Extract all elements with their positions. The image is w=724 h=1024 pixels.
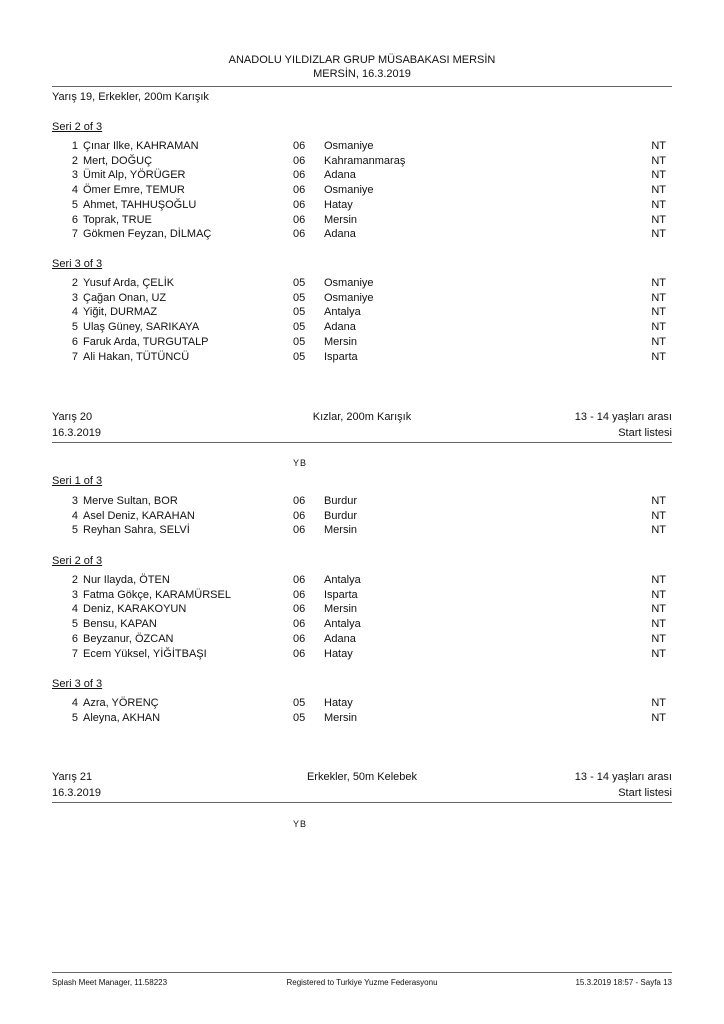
club-name: Antalya: [324, 618, 361, 631]
entry-time: NT: [651, 524, 666, 537]
club-name: Osmaniye: [324, 291, 374, 304]
swimmer-name: Reyhan Sahra, SELVİ: [83, 524, 190, 537]
entry-row: [52, 602, 672, 616]
entry-time: NT: [651, 350, 666, 363]
entry-row: [52, 305, 672, 319]
birth-year: 06: [293, 647, 306, 660]
race-20-yb-label: YB: [293, 458, 308, 468]
entry-time: NT: [651, 335, 666, 348]
entry-time: NT: [651, 213, 666, 226]
lane-number: 5: [71, 711, 78, 724]
header-divider: [52, 86, 672, 87]
entry-row: [52, 276, 672, 290]
race-20-heat-2-label: Seri 2 of 3: [52, 555, 103, 567]
lane-number: 4: [71, 603, 78, 616]
entry-time: NT: [651, 140, 666, 152]
swimmer-name: Ali Hakan, TÜTÜNCÜ: [83, 350, 190, 363]
race-20-event: Kızlar, 200m Karışık: [312, 411, 412, 423]
race-21-yb-label: YB: [293, 819, 308, 829]
swimmer-name: Mert, DOĞUÇ: [83, 154, 153, 167]
birth-year: 05: [293, 321, 306, 334]
lane-number: 6: [71, 213, 78, 226]
club-name: Burdur: [324, 509, 358, 522]
lane-number: 2: [71, 574, 78, 586]
club-name: Hatay: [324, 198, 353, 211]
birth-year: 06: [293, 618, 306, 631]
swimmer-name: Fatma Gökçe, KARAMÜRSEL: [83, 588, 231, 601]
swimmer-name: Ahmet, TAHHUŞOĞLU: [83, 198, 197, 211]
swimmer-name: Ömer Emre, TEMUR: [83, 184, 185, 197]
club-name: Hatay: [324, 697, 353, 709]
club-name: Hatay: [324, 647, 353, 660]
race-20-heat-3-label: Seri 3 of 3: [52, 678, 103, 690]
birth-year: 06: [293, 509, 306, 522]
race-20-date: 16.3.2019: [52, 427, 101, 439]
swimmer-name: Bensu, KAPAN: [83, 618, 157, 631]
swimmer-name: Çınar Ilke, KAHRAMAN: [83, 140, 199, 152]
club-name: Mersin: [324, 213, 358, 226]
entry-time: NT: [651, 588, 666, 601]
birth-year: 05: [293, 277, 306, 289]
entry-time: NT: [651, 184, 666, 197]
entry-row: [52, 198, 672, 212]
birth-year: 06: [293, 603, 306, 616]
club-name: Adana: [324, 228, 356, 241]
birth-year: 06: [293, 198, 306, 211]
entry-row: [52, 320, 672, 334]
club-name: Burdur: [324, 495, 358, 507]
entry-row: [52, 711, 672, 725]
lane-number: 4: [71, 306, 78, 319]
race-20-number: Yarış 20: [52, 411, 93, 423]
race-19-heat-3-label: Seri 3 of 3: [52, 258, 103, 270]
lane-number: 4: [71, 184, 78, 197]
entry-time: NT: [651, 495, 666, 507]
entry-time: NT: [651, 277, 666, 289]
club-name: Isparta: [324, 350, 358, 363]
footer-page-info: 15.3.2019 18:57 - Sayfa 13: [575, 978, 672, 987]
entry-time: NT: [651, 574, 666, 586]
birth-year: 06: [293, 213, 306, 226]
footer-registration: Registered to Turkiye Yuzme Federasyonu: [286, 978, 438, 987]
club-name: Isparta: [324, 588, 358, 601]
entry-row: [52, 523, 672, 537]
entry-row: [52, 335, 672, 349]
club-name: Antalya: [324, 306, 361, 319]
club-name: Osmaniye: [324, 140, 374, 152]
swimmer-name: Beyzanur, ÖZCAN: [83, 632, 174, 645]
birth-year: 06: [293, 588, 306, 601]
club-name: Osmaniye: [324, 184, 374, 197]
swimmer-name: Çağan Onan, UZ: [83, 291, 167, 304]
entry-time: NT: [651, 711, 666, 724]
club-name: Antalya: [324, 574, 361, 586]
swimmer-name: Ecem Yüksel, YİĞİTBAŞI: [83, 647, 207, 660]
swimmer-name: Gökmen Feyzan, DİLMAÇ: [83, 228, 212, 241]
lane-number: 4: [71, 509, 78, 522]
entry-row: [52, 647, 672, 661]
entry-time: NT: [651, 198, 666, 211]
lane-number: 7: [71, 228, 78, 241]
entry-time: NT: [651, 509, 666, 522]
entry-row: [52, 213, 672, 227]
race-20-list-type: Start listesi: [618, 427, 672, 439]
club-name: Kahramanmaraş: [324, 154, 406, 167]
race-19-heat-2-label: Seri 2 of 3: [52, 121, 103, 133]
birth-year: 06: [293, 524, 306, 537]
entry-row: [52, 183, 672, 197]
entry-row: [52, 617, 672, 631]
document-title: ANADOLU YILDIZLAR GRUP MÜSABAKASI MERSİN: [228, 54, 496, 66]
entry-row: [52, 291, 672, 305]
birth-year: 05: [293, 350, 306, 363]
footer-divider: [52, 972, 672, 973]
race-20-heat-1-label: Seri 1 of 3: [52, 475, 103, 487]
lane-number: 6: [71, 632, 78, 645]
birth-year: 06: [293, 495, 306, 507]
club-name: Mersin: [324, 603, 358, 616]
swimmer-name: Yusuf Arda, ÇELİK: [83, 277, 175, 289]
race-21-date: 16.3.2019: [52, 787, 101, 799]
swimmer-name: Nur Ilayda, ÖTEN: [83, 574, 170, 586]
club-name: Adana: [324, 632, 356, 645]
lane-number: 1: [71, 140, 78, 152]
lane-number: 6: [71, 335, 78, 348]
entry-row: [52, 588, 672, 602]
lane-number: 4: [71, 697, 78, 709]
club-name: Mersin: [324, 711, 358, 724]
birth-year: 06: [293, 184, 306, 197]
lane-number: 3: [71, 495, 78, 507]
race-21-age-group: 13 - 14 yaşları arası: [574, 771, 672, 783]
lane-number: 5: [71, 524, 78, 537]
birth-year: 06: [293, 574, 306, 586]
entry-row: [52, 154, 672, 168]
birth-year: 06: [293, 169, 306, 182]
lane-number: 3: [71, 291, 78, 304]
entry-row: [52, 227, 672, 241]
club-name: Mersin: [324, 335, 358, 348]
document-subtitle: MERSİN, 16.3.2019: [313, 68, 411, 80]
lane-number: 5: [71, 618, 78, 631]
entry-row: [52, 168, 672, 182]
swimmer-name: Merve Sultan, BOR: [83, 495, 178, 507]
entry-time: NT: [651, 697, 666, 709]
swimmer-name: Deniz, KARAKOYUN: [83, 603, 187, 616]
race-20-age-group: 13 - 14 yaşları arası: [574, 411, 672, 423]
entry-time: NT: [651, 321, 666, 334]
entry-time: NT: [651, 291, 666, 304]
entry-time: NT: [651, 647, 666, 660]
swimmer-name: Aleyna, AKHAN: [83, 711, 161, 724]
lane-number: 5: [71, 198, 78, 211]
entry-row: [52, 696, 672, 710]
footer-software: Splash Meet Manager, 11.58223: [52, 978, 168, 987]
swimmer-name: Ümit Alp, YÖRÜGER: [83, 169, 186, 182]
lane-number: 3: [71, 169, 78, 182]
race-21-number: Yarış 21: [52, 771, 93, 783]
lane-number: 5: [71, 321, 78, 334]
birth-year: 05: [293, 335, 306, 348]
entry-row: [52, 494, 672, 508]
birth-year: 05: [293, 697, 306, 709]
club-name: Adana: [324, 321, 356, 334]
race-21-list-type: Start listesi: [618, 787, 672, 799]
entry-time: NT: [651, 228, 666, 241]
entry-time: NT: [651, 154, 666, 167]
swimmer-name: Ulaş Güney, SARIKAYA: [83, 321, 200, 334]
race-21-event: Erkekler, 50m Kelebek: [306, 771, 418, 783]
club-name: Osmaniye: [324, 277, 374, 289]
club-name: Mersin: [324, 524, 358, 537]
entry-time: NT: [651, 603, 666, 616]
swimmer-name: Toprak, TRUE: [83, 213, 152, 226]
birth-year: 06: [293, 228, 306, 241]
lane-number: 3: [71, 588, 78, 601]
birth-year: 05: [293, 306, 306, 319]
swimmer-name: Faruk Arda, TURGUTALP: [83, 335, 209, 348]
swimmer-name: Asel Deniz, KARAHAN: [83, 509, 195, 522]
birth-year: 06: [293, 140, 306, 152]
lane-number: 2: [71, 277, 78, 289]
entry-time: NT: [651, 618, 666, 631]
entry-row: [52, 632, 672, 646]
birth-year: 06: [293, 632, 306, 645]
entry-row: [52, 509, 672, 523]
swimmer-name: Yiğit, DURMAZ: [83, 306, 158, 319]
lane-number: 7: [71, 647, 78, 660]
race-19-title: Yarış 19, Erkekler, 200m Karışık: [52, 91, 209, 103]
birth-year: 05: [293, 291, 306, 304]
birth-year: 06: [293, 154, 306, 167]
birth-year: 05: [293, 711, 306, 724]
club-name: Adana: [324, 169, 356, 182]
entry-row: [52, 573, 672, 587]
lane-number: 7: [71, 350, 78, 363]
entry-time: NT: [651, 632, 666, 645]
race-20-divider: [52, 442, 672, 443]
entry-time: NT: [651, 306, 666, 319]
lane-number: 2: [71, 154, 78, 167]
race-21-divider: [52, 802, 672, 803]
swimmer-name: Azra, YÖRENÇ: [83, 697, 159, 709]
entry-time: NT: [651, 169, 666, 182]
entry-row: [52, 350, 672, 364]
entry-row: [52, 139, 672, 153]
